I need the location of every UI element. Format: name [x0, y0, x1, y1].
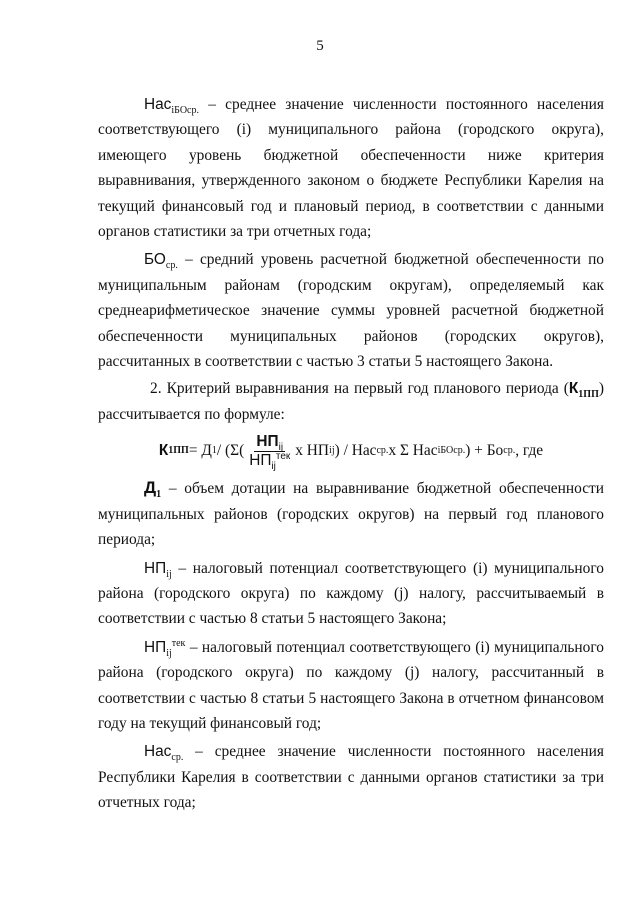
numerator-symbol: НП — [256, 432, 279, 450]
symbol-subscript: ср. — [171, 752, 184, 764]
paragraph-np-ij — [98, 556, 604, 632]
formula-part: ) + Бо — [465, 442, 504, 460]
symbol-subscript: 1 — [156, 489, 162, 501]
page-number: 5 — [316, 38, 324, 54]
paragraph-criterion — [98, 376, 604, 427]
symbol-subscript: iБОср. — [171, 105, 199, 117]
paragraph-nas-sr — [98, 739, 604, 815]
paragraph-text: – налоговый потенциал соответствующего (i) муниципального района (городского округа) по каждому (j) налогу, рассчитываемый в соответствии с частью 8 статьи 5 настоящего Закона; — [98, 559, 604, 628]
paragraph-text: – средний уровень расчетной бюджетной обеспеченности по муниципальным районам (городским округам), определяемый как среднеарифметическое значение суммы уровней расчетной бюджетной обеспеченности муниципальных районов (городских округов), рассчитанных в соответствии с частью 3 статьи 5 настоящего Закона. — [98, 251, 604, 371]
symbol-np: НП — [144, 638, 167, 656]
denominator-sub: ij — [271, 460, 276, 472]
formula-lhs: К — [158, 442, 169, 460]
symbol-d1: Д — [144, 478, 157, 498]
denominator-sup: тек — [275, 450, 291, 462]
paragraph-text: 2. Критерий выравнивания на первый год планового периода ( — [150, 380, 569, 398]
symbol-bo: БО — [144, 251, 166, 269]
paragraph-np-ij-tek — [98, 635, 604, 737]
document-body — [98, 92, 604, 816]
symbol-subscript: ср. — [165, 260, 178, 272]
symbol-subscript: 1ПП — [578, 389, 599, 401]
symbol-superscript: тек — [171, 637, 186, 649]
formula-end: , где — [515, 442, 544, 460]
paragraph-text: – среднее значение численности постоянного населения Республики Карелия в соответствии с данными органов статистики за три отчетных года; — [98, 743, 604, 812]
symbol-k1pp: К — [568, 380, 579, 398]
paragraph-text: – налоговый потенциал соответствующего (i) муниципального района (городского округа) по каждому (j) налогу, рассчитанный в соответствии с частью 8 статьи 5 настоящего Закона в отчетном финансовом году на текущий финансовый год; — [98, 638, 604, 732]
formula-open: / (Σ( — [216, 442, 245, 460]
symbol-subscript: ij — [166, 568, 172, 580]
paragraph-bo-sr — [98, 247, 604, 374]
formula: К 1ПП = Д 1 / (Σ( $\frac{НП_{ij}}{НП_{ij}^{тек}}$ х НП ij ) / Нас ср. х Σ Нас iБОср. ) + Бо ср. , где — [158, 432, 544, 472]
paragraph-text: – объем дотации на выравнивание бюджетной обеспеченности муниципальных районов (городских округов) на первый год планового периода; — [98, 480, 604, 549]
symbol-nas: Нас — [144, 743, 172, 761]
paragraph-nas-ibo — [98, 92, 604, 244]
formula-fraction — [247, 433, 292, 470]
formula-eq: = Д — [188, 442, 212, 460]
fraction-denominator — [247, 452, 292, 470]
fraction-numerator — [254, 433, 285, 452]
formula-part: ) / Нас — [334, 442, 377, 460]
formula-part: х Σ Нас — [388, 442, 438, 460]
symbol-subscript: ij — [166, 647, 172, 659]
numerator-sub: ij — [278, 441, 284, 453]
symbol-np: НП — [144, 559, 167, 577]
formula-part: х НП — [295, 442, 330, 460]
paragraph-d1 — [98, 475, 604, 552]
symbol-nas: Нас — [144, 96, 172, 113]
paragraph-text-end: ) рассчитывается по формуле: — [98, 380, 604, 423]
denominator-symbol: НП — [249, 451, 272, 469]
paragraph-text: – среднее значение численности постоянного населения соответствующего (i) муниципального района (городского округа), имеющего уровень бюджетной обеспеченности ниже критерия выравнивания, утвержденного законом о бюджете Республики Карелия на текущий финансовый год и плановый период, в соответствии с данными органов статистики за три отчетных года; — [98, 96, 604, 241]
